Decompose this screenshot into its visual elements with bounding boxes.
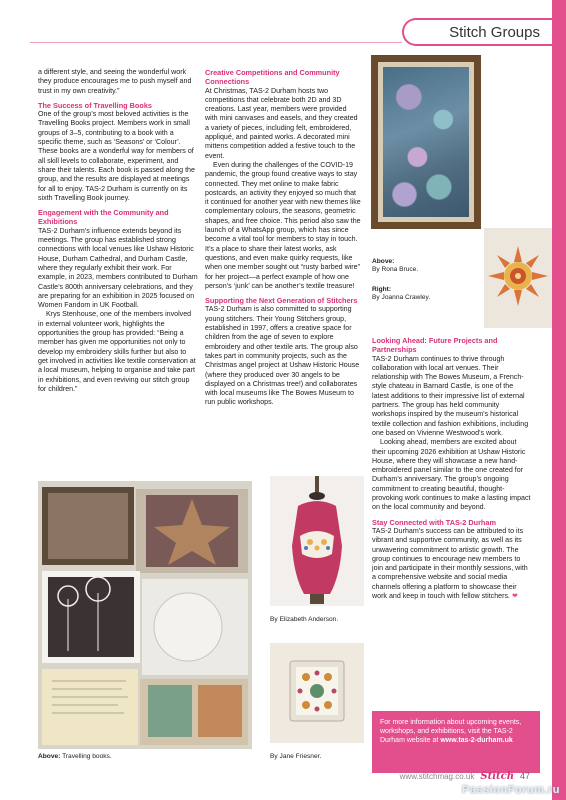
- paragraph-looking-ahead-1: TAS-2 Durham continues to thrive through collaboration with local art venues. Their relationship with The Bowes Museum, a French-style chateau in Barnard Castle, is one of the latest additions to their impressive list of external partners. The group has held community workshops inspired by the museum’s historical textile collection and fashion exhibitions, including one based on Vivienne Westwood’s work.: [372, 354, 529, 437]
- heading-travelling-books: The Success of Travelling Books: [38, 100, 152, 110]
- embroidered-mannequin-image: [270, 476, 364, 606]
- section-title: Stitch Groups: [449, 23, 540, 41]
- footer-site[interactable]: www.stitchmag.co.uk: [399, 772, 475, 781]
- page-footer: [400, 771, 530, 782]
- paragraph-competitions-1: At Christmas, TAS-2 Durham hosts two competitions that celebrate both 2D and 3D creations. Last year, members were provided with mini canvases and easels, and they created a variety of pieces, including felt, embroidered, appliqué, and painted works. A decorated mini mittens competition added a festive touch to the event.: [205, 86, 358, 160]
- travelling-books-image: [38, 481, 252, 749]
- footer-brand: Stitch: [480, 771, 514, 782]
- paragraph-travelling-books: One of the group’s most beloved activities is the Travelling Books project. Members work in small groups of 3–5, contributing to a book with a specific theme, such as ‘Seasons’ or ‘Colour’. These books are a wonderful way for members of all skill levels to collaborate, experiment, and share their talents. Each book is passed along the group, and the results are displayed at meetings for all to enjoy. TAS-2 Durham is currently on its sixth Travelling Book journey.: [38, 110, 195, 202]
- heading-next-generation: Supporting the Next Generation of Stitchers: [205, 296, 358, 306]
- caption-above: Above: By Rona Bruce.: [372, 258, 419, 274]
- section-tab: [402, 18, 552, 46]
- sun-flower-embroidery-image: [484, 228, 552, 328]
- column-3: [372, 336, 532, 601]
- framed-embroidery-image: [371, 55, 481, 229]
- caption-travelling-books: Above: Travelling books.: [38, 753, 112, 760]
- page-number: 47: [519, 771, 530, 781]
- watermark: PassionForum.ru: [462, 784, 560, 796]
- heading-engagement: Engagement with the Community and Exhibitions: [38, 208, 169, 227]
- paragraph-looking-ahead-2: Looking ahead, members are excited about their upcoming 2026 exhibition at Ushaw Historic House, where they will showcase a new hand-embroidered panel similar to the one created for Durham’s anniversary. The group’s ongoing commitment to creating beautiful, thought-provoking work continues to make a lasting impact on the local community and beyond.: [372, 438, 531, 512]
- paragraph-competitions-2: Even during the challenges of the COVID-19 pandemic, the group found creative ways to stay connected. They met online to make fabric postcards, an activity they enjoyed so much that it continued for another year with new themes like complementary colours, the seasons, geometric shapes, and free choice. This period also saw the launch of a WhatsApp group, which has since become a vital tool for members to stay in touch. It’s a place to share their latest works, ask questions, and even make quirky requests, like when one member sought out “rusty barbed wire” for her project—a perfect example of how one person’s ‘junk’ can be another’s textile treasure!: [205, 160, 361, 290]
- caption-mannequin: By Elizabeth Anderson.: [270, 616, 339, 623]
- promo-text: For more information about upcoming events, workshops, and exhibitions, visit the TAS-2 Durham website at: [380, 719, 522, 745]
- column-2: [205, 68, 361, 408]
- paragraph-next-generation: TAS-2 Durham is also committed to supporting young stitchers. Their Young Stitchers group, established in 1997, offers a creative space for children from the age of seven to explore embroidery and other textile arts. The group also takes part in community projects, such as the Christmas angel project at Ushaw Historic House (where they produced over 30 angels to be displayed on a Christmas tree!) and collaborates with local museums like The Bowes Museum to run public workshops.: [205, 305, 360, 407]
- heart-icon: ❤: [511, 592, 518, 601]
- header-rule: [30, 42, 402, 43]
- heading-competitions: Creative Competitions and Community Connections: [205, 68, 340, 87]
- caption-right: Right: By Joanna Crawley.: [372, 286, 431, 302]
- paragraph-engagement-2: Krys Stenhouse, one of the members involved in external volunteer work, highlights the opportunities the group has provided: “Being a member has given me opportunities not only to develop my embroidery skills further but also to get involved in activities like textile conservation at a local museum, helping to organise and take part in exhibitions, and even reviving our stitch group for children.”: [38, 310, 196, 393]
- website-link[interactable]: www.tas-2-durham.uk: [440, 737, 513, 745]
- heading-looking-ahead: Looking Ahead: Future Projects and Partnerships: [372, 336, 498, 355]
- paragraph-stay-connected: TAS-2 Durham’s success can be attributed to its vibrant and supportive community, as well as its unwavering commitment to artistic growth. The group continues to encourage new members to join and participate in their monthly sessions, with a comprehensive website and social media channels offering a platform to showcase their work and keep in touch with fellow stitchers. ❤: [372, 526, 528, 601]
- info-promo-box: [372, 711, 540, 773]
- intro-paragraph: a different style, and seeing the wonderful work they produce encourages me to push myself and trust in my own creativity.”: [38, 68, 192, 95]
- embroidered-box-image: [270, 643, 364, 743]
- caption-sewbox: By Jane Friesner.: [270, 753, 322, 760]
- column-1: [38, 68, 198, 394]
- page-edge-bar: [552, 0, 566, 800]
- paragraph-engagement-1: TAS-2 Durham’s influence extends beyond its meetings. The group has established strong connections with local venues like Ushaw Historic House, Durham Cathedral, and Durham Castle, where they regularly exhibit their work. For example, in 2023, members contributed to Durham Castle’s 800th anniversary celebrations, and they are preparing for an exhibition in 2025 focused on Women Fandom in UK Football.: [38, 226, 198, 310]
- heading-stay-connected: Stay Connected with TAS-2 Durham: [372, 517, 496, 527]
